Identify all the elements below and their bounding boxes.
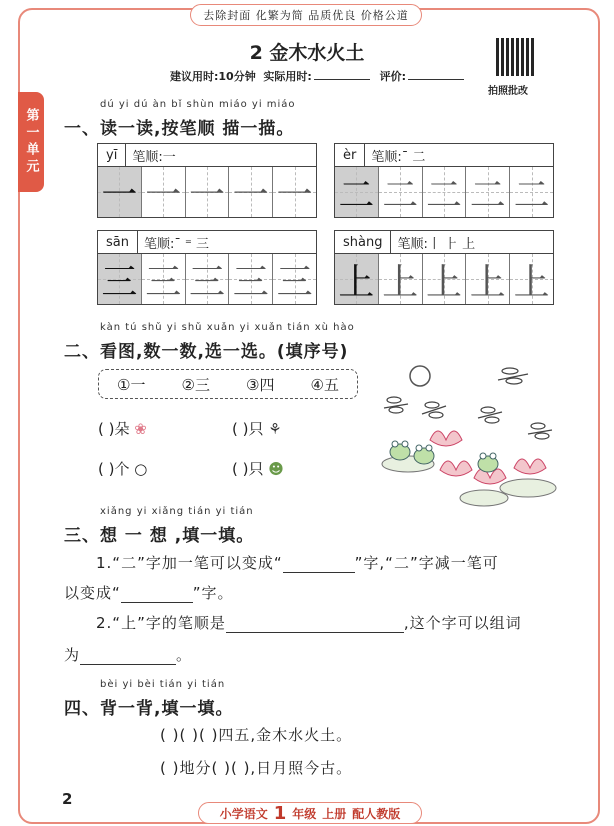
trace-cell[interactable]: 一: [186, 167, 230, 217]
footer-term: 上册: [322, 806, 347, 821]
trace-cell[interactable]: 二: [510, 167, 553, 217]
qr-code-icon[interactable]: [496, 38, 534, 76]
q1-blank-1[interactable]: [283, 556, 355, 573]
sun-icon: [410, 366, 430, 386]
poem-line-1[interactable]: ( )( )( )四五,金木水火土。: [160, 726, 353, 744]
score-label: 评价:: [379, 70, 407, 83]
section2-pinyin: kàn tú shǔ yi shǔ xuǎn yi xuǎn tián xù hào: [100, 322, 355, 333]
lotus-flower-icon: [514, 459, 546, 474]
frog-icon: [478, 453, 498, 472]
lesson-title: 2 金木水火土: [249, 42, 365, 64]
trace-cell: 三: [98, 254, 142, 304]
stroke-grid-shang: [334, 230, 554, 305]
section2-heading: 二、看图,数一数,选一选。(填序号): [64, 342, 349, 362]
option-4: ④五: [310, 375, 339, 394]
stroke-order: 笔顺:丨 ⺊ 上: [397, 236, 476, 252]
trace-cell[interactable]: 一: [273, 167, 316, 217]
stroke-grid-er: [334, 143, 554, 218]
q1-blank-2[interactable]: [121, 586, 193, 603]
footer-subject: 小学语文: [219, 806, 268, 821]
flower-icon: ❀: [134, 420, 147, 438]
trace-cell: 二: [335, 167, 379, 217]
trace-cell[interactable]: 三: [186, 254, 230, 304]
trace-cell[interactable]: 上: [379, 254, 423, 304]
count-dragonfly-row[interactable]: ( )只 ⚘: [232, 420, 282, 438]
footer-edition: 配人教版: [352, 806, 401, 821]
q2-line1: 2.“上”字的笔顺是 ,这个字可以组词: [96, 614, 522, 632]
option-2: ②三: [181, 375, 210, 394]
trace-cell[interactable]: 二: [466, 167, 510, 217]
score-field[interactable]: [408, 69, 464, 80]
time-suggestion: 建议用时:10分钟: [170, 70, 256, 83]
grid-pinyin: shàng: [335, 231, 391, 253]
trace-cell[interactable]: 上: [510, 254, 553, 304]
trace-cell[interactable]: 上: [423, 254, 467, 304]
trace-cell[interactable]: 二: [379, 167, 423, 217]
footer-badge: [198, 802, 422, 824]
stroke-grid-san: [97, 230, 317, 305]
section4-pinyin: bèi yi bèi tián yi tián: [100, 679, 226, 690]
q2-blank-2[interactable]: [80, 648, 176, 665]
lotus-flower-icon: [430, 431, 462, 446]
dragonfly-icon: [478, 407, 502, 423]
option-3: ③四: [246, 375, 275, 394]
qr-label: 拍照批改: [488, 86, 528, 97]
pond-scene-illustration: [378, 360, 558, 510]
stroke-order: 笔顺:一: [132, 149, 176, 165]
unit-side-tab: 第一单元: [18, 92, 44, 192]
section1-heading: 一、读一读,按笔顺 描一描。: [64, 119, 295, 139]
poem-line-2[interactable]: ( )地分( )( ),日月照今古。: [160, 759, 353, 777]
grid-pinyin: sān: [98, 231, 138, 253]
actual-time-label: 实际用时:: [263, 70, 312, 83]
dragonfly-icon: ⚘: [268, 420, 282, 438]
frog-icon: [414, 445, 434, 464]
frog-icon: ☻: [268, 460, 284, 478]
answer-options: [98, 369, 358, 399]
trace-cell[interactable]: 二: [423, 167, 467, 217]
sun-icon: ○: [134, 460, 148, 478]
count-frog-row[interactable]: ( )只 ☻: [232, 460, 284, 478]
stroke-order: 笔顺:¯ 二: [371, 149, 426, 165]
option-1: ①一: [117, 375, 146, 394]
lily-pad: [500, 479, 556, 497]
count-sun-row[interactable]: ( )个 ○: [98, 460, 148, 478]
footer-grade-label: 年级: [292, 806, 317, 821]
trace-cell: 上: [335, 254, 379, 304]
trace-cell[interactable]: 一: [229, 167, 273, 217]
q2-blank-1[interactable]: [226, 616, 404, 633]
q1-line2: 以变成“ ”字。: [64, 584, 234, 602]
q1-line1: 1.“二”字加一笔可以变成“ ”字,“二”字减一笔可: [96, 554, 499, 572]
lesson-meta: [170, 68, 470, 84]
grid-pinyin: èr: [335, 144, 365, 166]
page-number: 2: [62, 790, 73, 808]
trace-cell: 一: [98, 167, 142, 217]
actual-time-field[interactable]: [314, 69, 370, 80]
dragonfly-icon: [384, 397, 408, 413]
dragonfly-icon: [498, 368, 528, 384]
trace-cell[interactable]: 三: [142, 254, 186, 304]
grid-pinyin: yī: [98, 144, 126, 166]
trace-cell[interactable]: 一: [142, 167, 186, 217]
stroke-order: 笔顺:¯ ⁼ 三: [143, 236, 209, 252]
q2-line2: 为 。: [64, 646, 193, 664]
dragonfly-icon: [528, 423, 552, 439]
stroke-grid-yi: [97, 143, 317, 218]
dragonfly-icon: [422, 402, 446, 418]
trace-cell[interactable]: 上: [466, 254, 510, 304]
lily-pad: [460, 490, 508, 506]
section4-heading: 四、背一背,填一填。: [64, 699, 234, 719]
frog-icon: [390, 441, 410, 460]
top-banner: 去除封面 化繁为简 品质优良 价格公道: [190, 4, 422, 26]
section3-heading: 三、想 一 想 ,填一填。: [64, 526, 255, 546]
section3-pinyin: xiǎng yi xiǎng tián yi tián: [100, 506, 254, 517]
trace-cell[interactable]: 三: [273, 254, 316, 304]
section1-pinyin: dú yi dú àn bǐ shùn miáo yi miáo: [100, 99, 296, 110]
trace-cell[interactable]: 三: [229, 254, 273, 304]
lotus-flower-icon: [440, 461, 472, 476]
footer-grade-number: 1: [273, 802, 287, 824]
count-flower-row[interactable]: ( )朵 ❀: [98, 420, 147, 438]
